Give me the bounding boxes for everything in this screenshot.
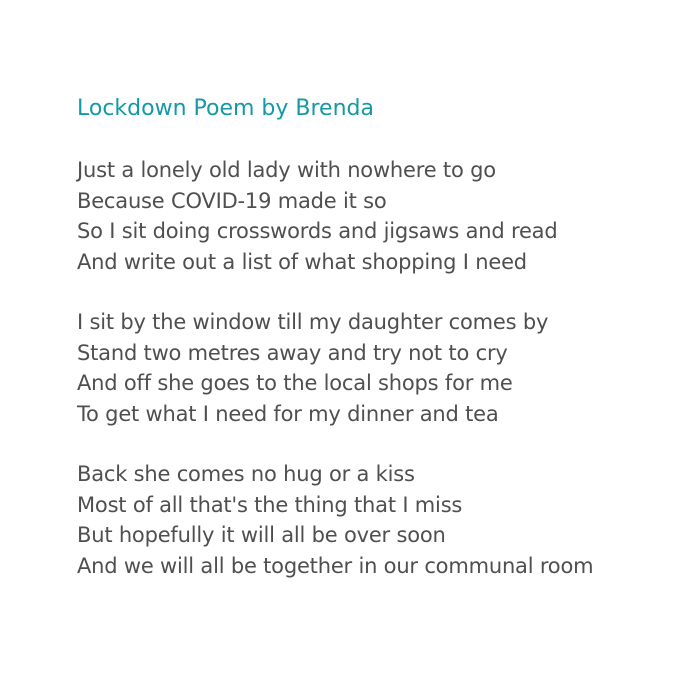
stanza-1	[77, 155, 667, 277]
poem-body	[77, 155, 667, 581]
poem-line: Back she comes no hug or a kiss	[77, 462, 415, 486]
poem-title: Lockdown Poem by Brenda	[77, 96, 374, 121]
poem-line: Just a lonely old lady with nowhere to go	[77, 158, 496, 182]
poem-line: And write out a list of what shopping I need	[77, 249, 527, 274]
poem-line: I sit by the window till my daughter comes by	[77, 310, 549, 334]
poem-card	[77, 94, 667, 581]
poem-line: Because COVID-19 made it so	[77, 188, 387, 213]
poem-line: And we will all be together in our communal room	[77, 553, 594, 578]
poem-line: To get what I need for my dinner and tea	[77, 401, 499, 426]
stanza-2	[77, 307, 667, 429]
poem-line: But hopefully it will all be over soon	[77, 523, 446, 547]
poem-line: Stand two metres away and try not to cry	[77, 340, 508, 365]
poem-line: And off she goes to the local shops for me	[77, 371, 513, 395]
poem-line: So I sit doing crosswords and jigsaws and read	[77, 219, 558, 243]
poem-line: Most of all that's the thing that I miss	[77, 492, 463, 517]
stanza-3	[77, 459, 667, 581]
